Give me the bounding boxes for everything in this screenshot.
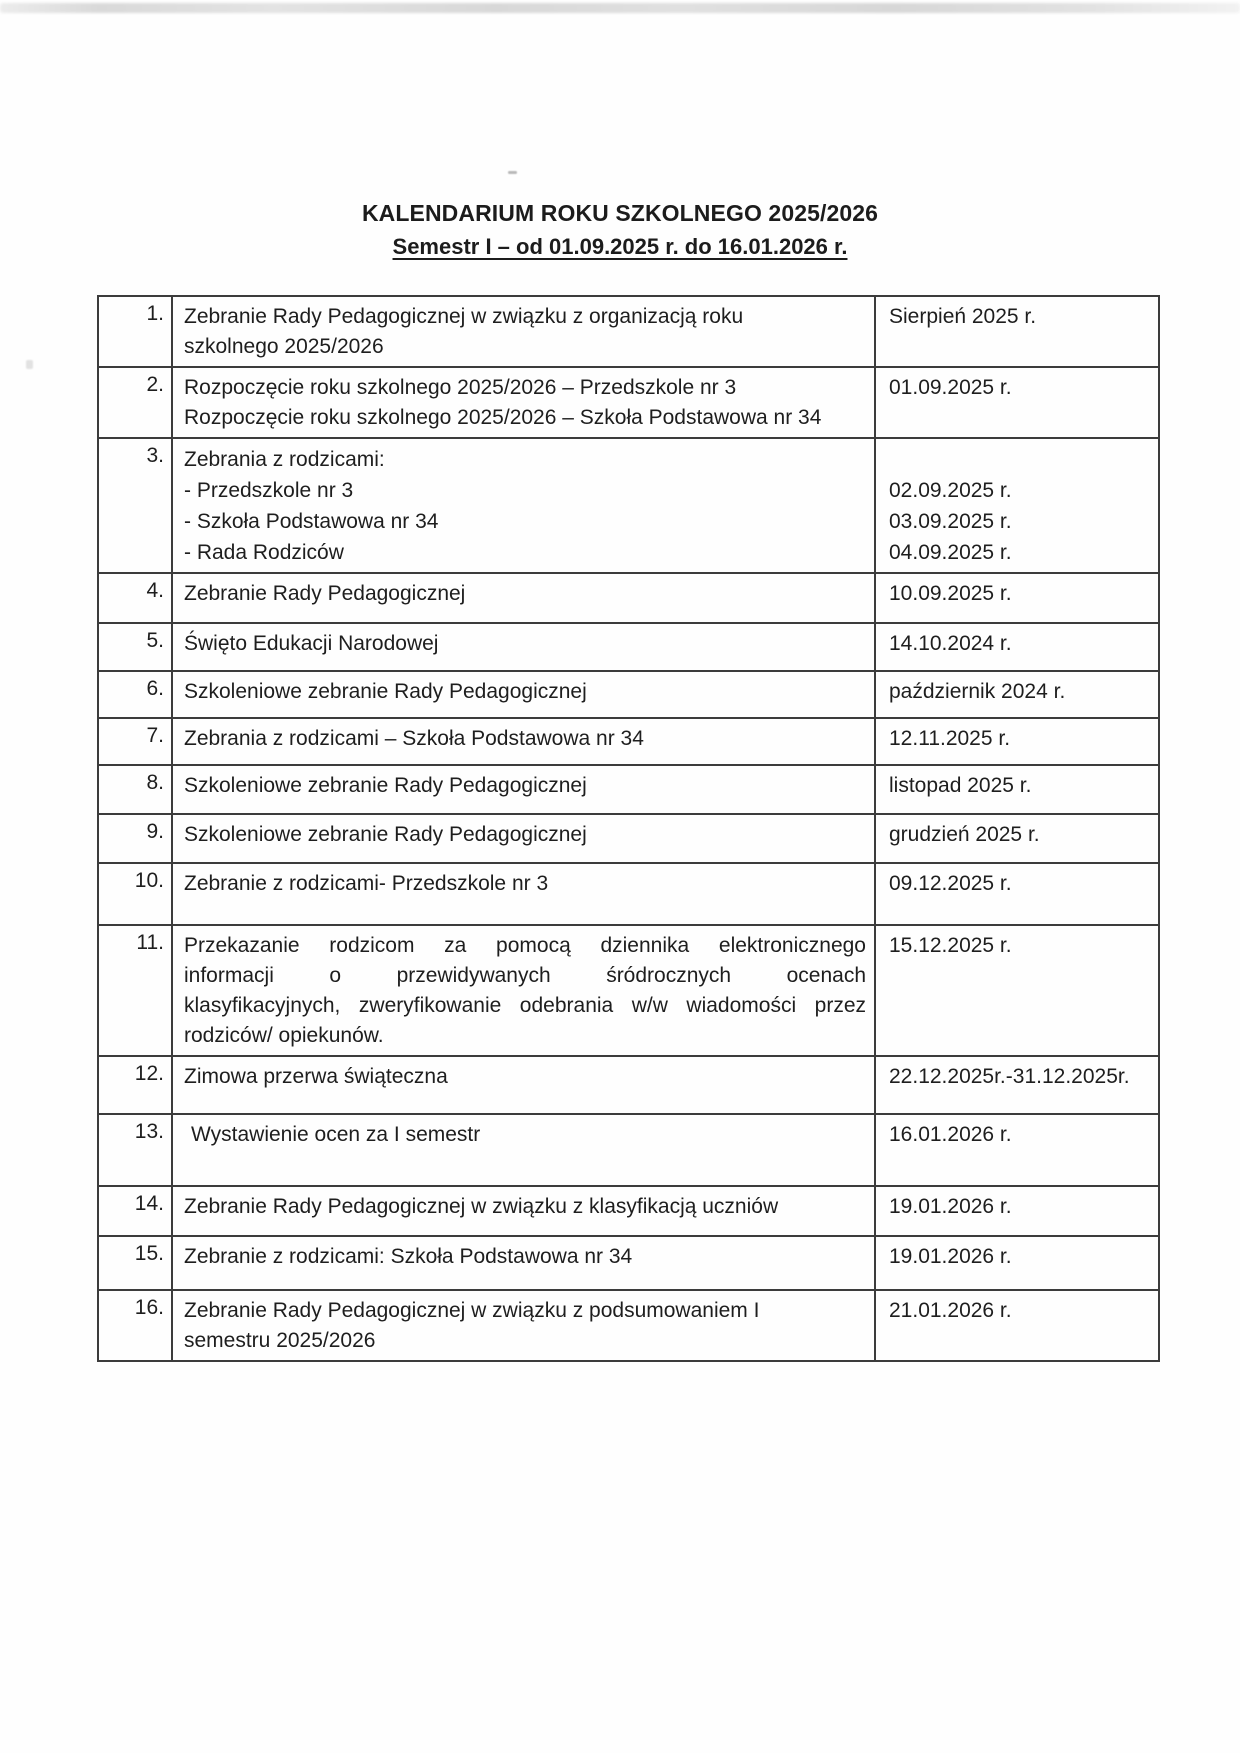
event-description-line: szkolnego 2025/2026 [184,335,384,358]
event-description [173,766,876,813]
row-number: 4. [99,574,173,622]
event-date [876,1237,1158,1289]
table-row [99,864,1158,926]
event-date-line: Sierpień 2025 r. [889,305,1037,328]
row-number: 6. [99,672,173,717]
event-description [173,719,876,764]
event-description [173,864,876,924]
table-row [99,1115,1158,1187]
event-description [173,672,876,717]
row-number: 9. [99,815,173,862]
event-date [876,1115,1158,1185]
event-description-line: Święto Edukacji Narodowej [184,632,439,655]
row-number: 3. [99,439,173,572]
event-date [876,766,1158,813]
row-number: 1. [99,297,173,366]
scan-speck [508,171,517,174]
document-subtitle: Semestr I – od 01.09.2025 r. do 16.01.2026 r. [392,234,848,259]
event-date [876,574,1158,622]
table-row [99,1057,1158,1115]
event-date-line: 02.09.2025 r. [889,479,1012,502]
table-row [99,1291,1158,1360]
event-description [173,815,876,862]
table-row [99,574,1158,624]
scan-speck [26,360,33,369]
event-date-line: 10.09.2025 r. [889,582,1012,605]
table-row [99,719,1158,766]
event-description [173,368,876,437]
event-description-line: informacji o przewidywanych śródrocznych ocenach [184,964,866,987]
event-description-line: Wystawienie ocen za I semestr [191,1123,481,1146]
table-row [99,297,1158,368]
event-date [876,815,1158,862]
event-description-line: Przekazanie rodzicom za pomocą dziennika elektronicznego [184,934,866,957]
event-date [876,624,1158,670]
event-date-line: 16.01.2026 r. [889,1123,1012,1146]
event-date [876,926,1158,1055]
row-number: 10. [99,864,173,924]
event-date-line: październik 2024 r. [889,680,1066,703]
row-number: 7. [99,719,173,764]
event-description [173,1057,876,1113]
row-number: 8. [99,766,173,813]
event-description-line: - Szkoła Podstawowa nr 34 [184,510,439,533]
table-row [99,815,1158,864]
event-description-line: Zebranie Rady Pedagogicznej w związku z klasyfikacją uczniów [184,1195,779,1218]
event-description-line: Zebrania z rodzicami – Szkoła Podstawowa nr 34 [184,727,644,750]
event-date-line: 19.01.2026 r. [889,1195,1012,1218]
event-date-line: 03.09.2025 r. [889,510,1012,533]
event-date [876,864,1158,924]
event-description-line: Szkoleniowe zebranie Rady Pedagogicznej [184,823,587,846]
row-number: 12. [99,1057,173,1113]
table-row [99,1237,1158,1291]
row-number: 11. [99,926,173,1055]
event-description-line: klasyfikacyjnych, zweryfikowanie odebrania w/w wiadomości przez [184,994,866,1017]
event-description-line: Szkoleniowe zebranie Rady Pedagogicznej [184,680,587,703]
event-description [173,624,876,670]
event-date [876,439,1158,572]
row-number: 15. [99,1237,173,1289]
event-date-line: 12.11.2025 r. [889,727,1011,750]
event-description [173,1237,876,1289]
event-description-line: Szkoleniowe zebranie Rady Pedagogicznej [184,774,587,797]
event-date-line: 15.12.2025 r. [889,934,1012,957]
table-row [99,368,1158,439]
event-description [173,1291,876,1360]
event-description-line: - Rada Rodziców [184,541,344,564]
table-row [99,1187,1158,1237]
row-number: 14. [99,1187,173,1235]
event-description [173,439,876,572]
event-description-line: Zebranie Rady Pedagogicznej [184,582,466,605]
event-description-line: Rozpoczęcie roku szkolnego 2025/2026 – Przedszkole nr 3 [184,376,737,399]
event-date-line: 01.09.2025 r. [889,376,1012,399]
event-description [173,297,876,366]
scan-artifact-top-band [0,3,1240,13]
event-description [173,1187,876,1235]
table-row [99,672,1158,719]
event-description [173,1115,876,1185]
event-date-line: 09.12.2025 r. [889,872,1012,895]
event-description-line: Zimowa przerwa świąteczna [184,1065,448,1088]
event-description-line: rodziców/ opiekunów. [184,1024,384,1047]
event-description-line: Zebranie z rodzicami- Przedszkole nr 3 [184,872,549,895]
event-date [876,368,1158,437]
table-row [99,926,1158,1057]
row-number: 16. [99,1291,173,1360]
event-date-line [889,444,1150,475]
event-description-line: Zebrania z rodzicami: [184,448,385,471]
table-row [99,439,1158,574]
event-description-line: Zebranie Rady Pedagogicznej w związku z podsumowaniem I [184,1299,760,1322]
event-description-line: Zebranie Rady Pedagogicznej w związku z organizacją roku [184,305,744,328]
event-date [876,1057,1158,1113]
event-description-line: - Przedszkole nr 3 [184,479,354,502]
event-date-line: grudzień 2025 r. [889,823,1040,846]
event-date [876,719,1158,764]
event-description-line: semestru 2025/2026 [184,1329,376,1352]
table-row [99,624,1158,672]
document-header [0,0,1240,260]
event-date-line: 22.12.2025r.-31.12.2025r. [889,1065,1130,1088]
table-row [99,766,1158,815]
document-title: KALENDARIUM ROKU SZKOLNEGO 2025/2026 [361,200,879,226]
event-date [876,1291,1158,1360]
event-date [876,672,1158,717]
row-number: 5. [99,624,173,670]
event-description-line: Rozpoczęcie roku szkolnego 2025/2026 – Szkoła Podstawowa nr 34 [184,406,822,429]
event-description-line: Zebranie z rodzicami: Szkoła Podstawowa nr 34 [184,1245,633,1268]
event-date [876,297,1158,366]
calendar-table [97,295,1160,1362]
event-description [173,926,876,1055]
event-date-line: 21.01.2026 r. [889,1299,1012,1322]
event-date [876,1187,1158,1235]
row-number: 2. [99,368,173,437]
event-description [173,574,876,622]
event-date-line: 14.10.2024 r. [889,632,1012,655]
row-number: 13. [99,1115,173,1185]
event-date-line: 19.01.2026 r. [889,1245,1012,1268]
event-date-line: listopad 2025 r. [889,774,1032,797]
event-date-line: 04.09.2025 r. [889,541,1012,564]
